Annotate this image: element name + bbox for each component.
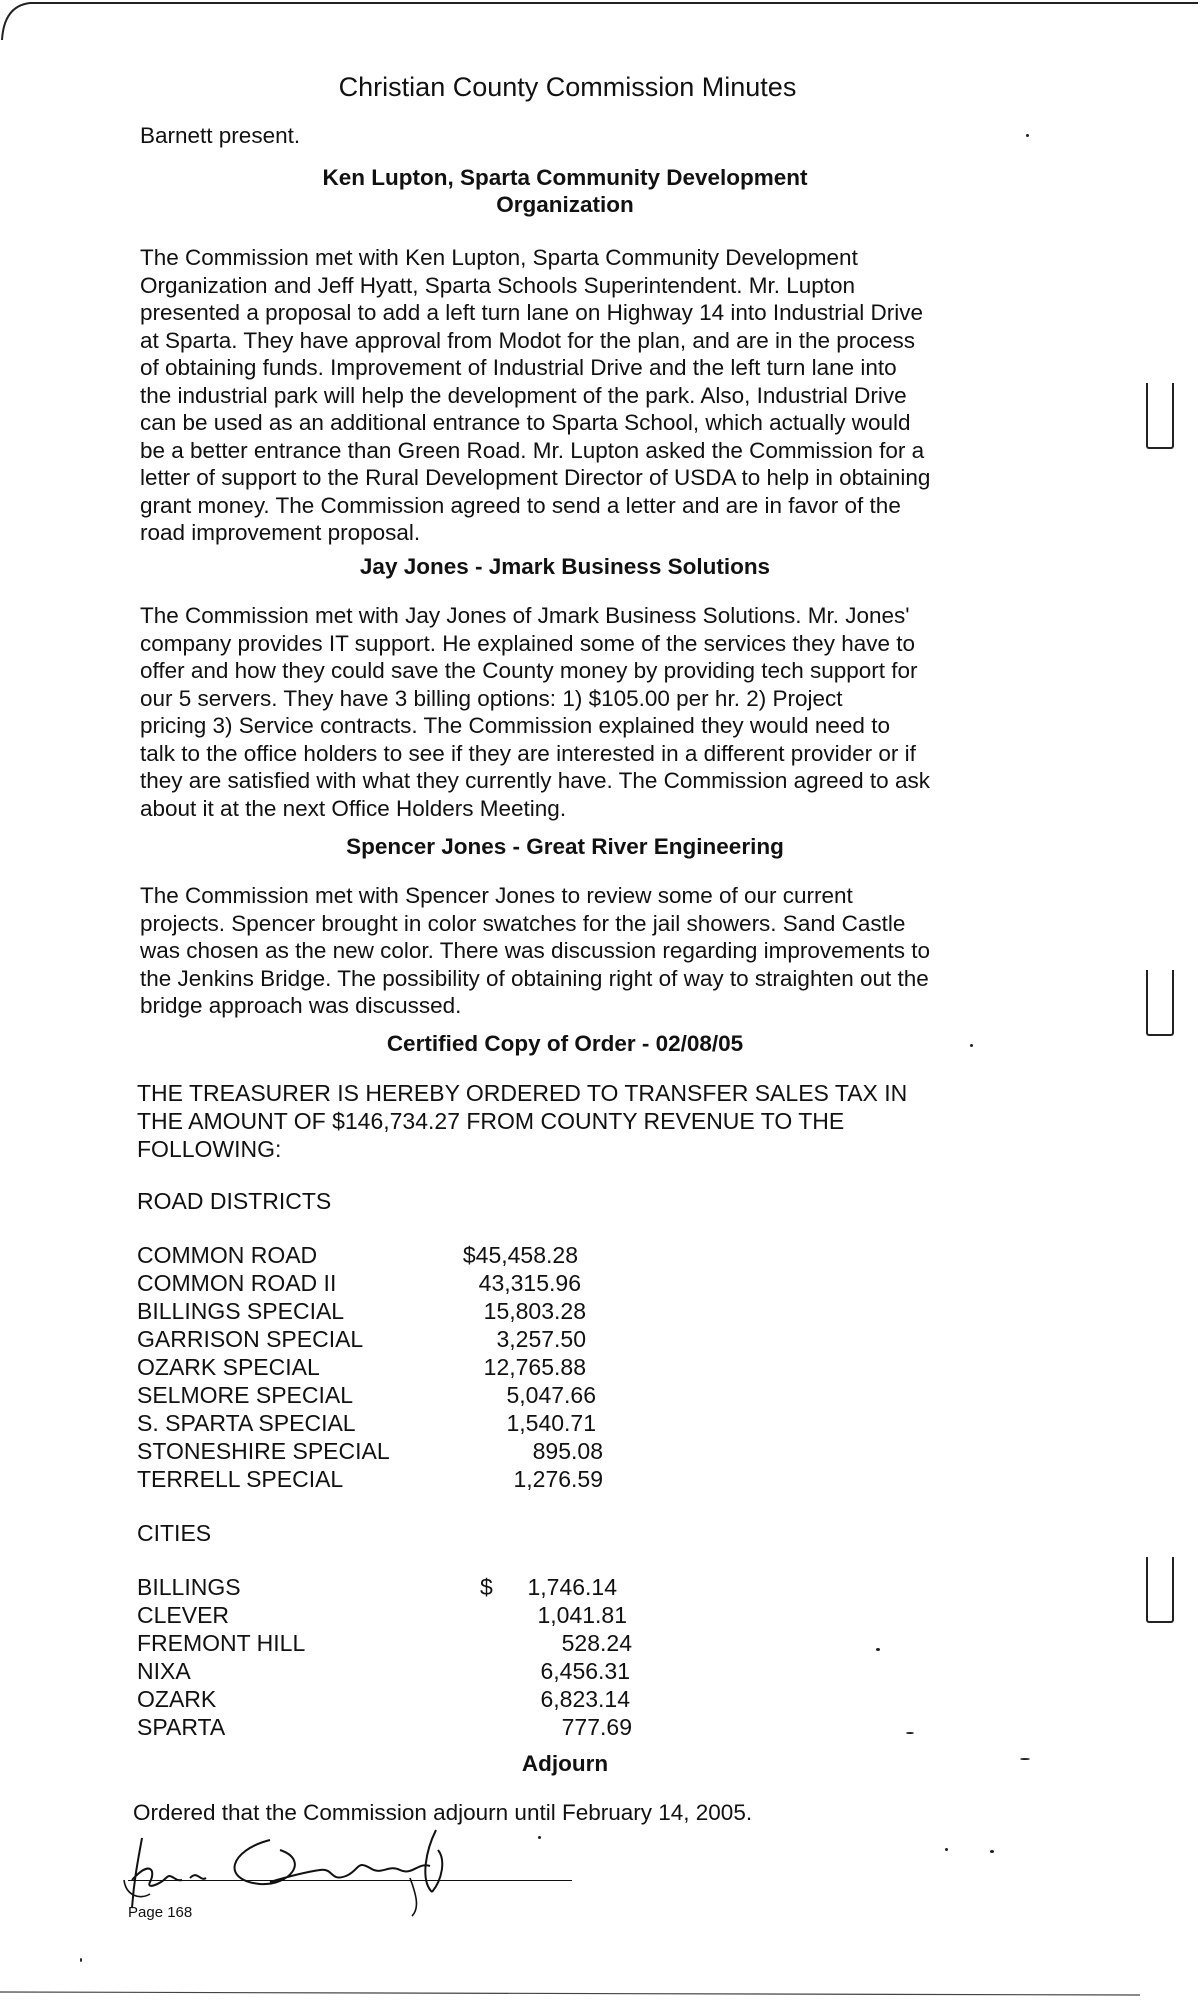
district-name: OZARK SPECIAL xyxy=(137,1354,320,1380)
city-name: SPARTA xyxy=(137,1714,226,1740)
city-name: FREMONT HILL xyxy=(137,1630,306,1656)
text-line: they are satisfied with what they currently have. The Commission agreed to ask xyxy=(140,768,930,793)
table-row xyxy=(137,1658,630,1686)
district-name: STONESHIRE SPECIAL xyxy=(137,1438,390,1464)
margin-box xyxy=(1146,1557,1174,1623)
table-row xyxy=(137,1410,617,1438)
table-row xyxy=(137,1242,617,1270)
scan-speck xyxy=(80,1958,82,1962)
city-amount: 6,823.14 xyxy=(540,1686,630,1712)
text-line: at Sparta. They have approval from Modot for the plan, and are in the process xyxy=(140,327,916,353)
table-row xyxy=(137,1602,627,1630)
district-amount: $45,458.28 xyxy=(462,1242,578,1268)
adjourn-heading: Adjourn xyxy=(521,1751,609,1776)
district-amount: 1,540.71 xyxy=(506,1410,596,1436)
district-amount: 895.08 xyxy=(532,1438,603,1464)
table-row xyxy=(137,1438,617,1466)
text-line: road improvement proposal. xyxy=(140,520,421,545)
table-row xyxy=(137,1630,632,1658)
city-name: NIXA xyxy=(137,1658,191,1684)
text-line: the industrial park will help the development of the park. Also, Industrial Drive xyxy=(140,382,907,408)
scan-speck xyxy=(538,1836,541,1839)
text-line: be a better entrance than Green Road. Mr. Lupton asked the Commission for a xyxy=(140,437,925,463)
district-amount: 3,257.50 xyxy=(496,1326,586,1352)
text-line: projects. Spencer brought in color swatches for the jail showers. Sand Castle xyxy=(140,910,906,936)
order-line: FOLLOWING: xyxy=(137,1136,282,1162)
text-line: offer and how they could save the County money by providing tech support for xyxy=(140,658,918,683)
city-amount: 6,456.31 xyxy=(540,1658,630,1684)
margin-box xyxy=(1146,383,1174,449)
text-line: about it at the next Office Holders Meeting. xyxy=(140,795,567,821)
district-name: GARRISON SPECIAL xyxy=(137,1326,364,1352)
cities-label: CITIES xyxy=(137,1520,212,1546)
table-row xyxy=(137,1686,630,1714)
table-row xyxy=(137,1466,617,1494)
page-number: Page 168 xyxy=(128,1904,193,1921)
district-name: COMMON ROAD xyxy=(137,1242,318,1268)
order-line: THE TREASURER IS HEREBY ORDERED TO TRANSFER SALES TAX IN xyxy=(137,1080,908,1106)
table-row xyxy=(137,1270,617,1298)
scan-speck xyxy=(970,1044,973,1047)
table-row xyxy=(137,1354,617,1382)
text-line: bridge approach was discussed. xyxy=(140,993,462,1018)
text-line: The Commission met with Spencer Jones to review some of our current xyxy=(140,883,853,908)
district-name: SELMORE SPECIAL xyxy=(137,1382,354,1408)
table-row xyxy=(137,1326,617,1354)
table-row xyxy=(137,1714,632,1742)
currency-symbol: $ xyxy=(480,1574,493,1600)
district-amount: 5,047.66 xyxy=(506,1382,596,1408)
district-name: TERRELL SPECIAL xyxy=(137,1466,344,1492)
text-line: our 5 servers. They have 3 billing options: 1) $105.00 per hr. 2) Project xyxy=(140,685,843,711)
city-amount: 777.69 xyxy=(561,1714,632,1740)
document-title: Christian County Commission Minutes xyxy=(338,72,797,102)
text-line: talk to the office holders to see if they are interested in a different provider or if xyxy=(140,740,916,766)
table-row xyxy=(137,1382,617,1410)
city-amount: 1,041.81 xyxy=(537,1602,627,1628)
order-line: THE AMOUNT OF $146,734.27 FROM COUNTY REVENUE TO THE xyxy=(137,1108,845,1134)
table-row xyxy=(137,1298,617,1326)
paragraph-lupton xyxy=(140,244,990,547)
scan-speck xyxy=(945,1848,948,1851)
district-name: COMMON ROAD II xyxy=(137,1270,337,1296)
district-amount: 12,765.88 xyxy=(483,1354,586,1380)
text-line: was chosen as the new color. There was discussion regarding improvements to xyxy=(140,938,930,963)
order-heading: Certified Copy of Order - 02/08/05 xyxy=(386,1031,744,1056)
text-line: Organization and Jeff Hyatt, Sparta Schools Superintendent. Mr. Lupton xyxy=(140,272,856,298)
road-districts-label: ROAD DISTRICTS xyxy=(137,1188,332,1214)
text-line: the Jenkins Bridge. The possibility of obtaining right of way to straighten out the xyxy=(140,965,929,991)
scan-speck xyxy=(990,1850,994,1853)
paragraph-jay-jones xyxy=(140,602,990,822)
text-line: can be used as an additional entrance to Sparta School, which actually would xyxy=(140,410,911,435)
text-line: The Commission met with Ken Lupton, Sparta Community Development xyxy=(140,245,858,270)
signature-line xyxy=(128,1880,572,1881)
district-amount: 43,315.96 xyxy=(478,1270,581,1296)
district-name: BILLINGS SPECIAL xyxy=(137,1298,345,1324)
paragraph-spencer-jones xyxy=(140,882,990,1020)
city-amount: 528.24 xyxy=(561,1630,632,1656)
text-line: presented a proposal to add a left turn lane on Highway 14 into Industrial Drive xyxy=(140,300,923,325)
district-name: S. SPARTA SPECIAL xyxy=(137,1410,356,1436)
text-line: The Commission met with Jay Jones of Jmark Business Solutions. Mr. Jones' xyxy=(140,603,910,628)
scan-speck xyxy=(1026,134,1029,137)
scan-speck xyxy=(876,1648,880,1651)
adjourn-text: Ordered that the Commission adjourn until February 14, 2005. xyxy=(133,1800,753,1825)
text-line: company provides IT support. He explained some of the services they have to xyxy=(140,630,915,656)
heading-line: Ken Lupton, Sparta Community Development xyxy=(322,165,808,190)
city-name: CLEVER xyxy=(137,1602,230,1628)
city-name: OZARK xyxy=(137,1686,217,1712)
heading-line: Organization xyxy=(496,192,634,217)
scan-speck xyxy=(1020,1758,1030,1760)
text-line: grant money. The Commission agreed to send a letter and are in favor of the xyxy=(140,492,901,518)
table-row xyxy=(137,1574,617,1602)
margin-box xyxy=(1146,970,1174,1036)
scan-speck xyxy=(906,1732,914,1734)
district-amount: 15,803.28 xyxy=(483,1298,586,1324)
text-line: pricing 3) Service contracts. The Commission explained they would need to xyxy=(140,713,890,738)
text-line: letter of support to the Rural Development Director of USDA to help in obtaining xyxy=(140,465,931,490)
opening-line: Barnett present. xyxy=(140,123,301,148)
section-heading-lupton xyxy=(140,164,990,218)
district-amount: 1,276.59 xyxy=(513,1466,603,1492)
order-text xyxy=(137,1079,997,1163)
city-name: BILLINGS xyxy=(137,1574,241,1600)
section-heading-spencer-jones: Spencer Jones - Great River Engineering xyxy=(346,834,784,859)
city-amount: 1,746.14 xyxy=(527,1574,617,1600)
text-line: of obtaining funds. Improvement of Industrial Drive and the left turn lane into xyxy=(140,355,897,380)
section-heading-jay-jones: Jay Jones - Jmark Business Solutions xyxy=(359,554,771,579)
